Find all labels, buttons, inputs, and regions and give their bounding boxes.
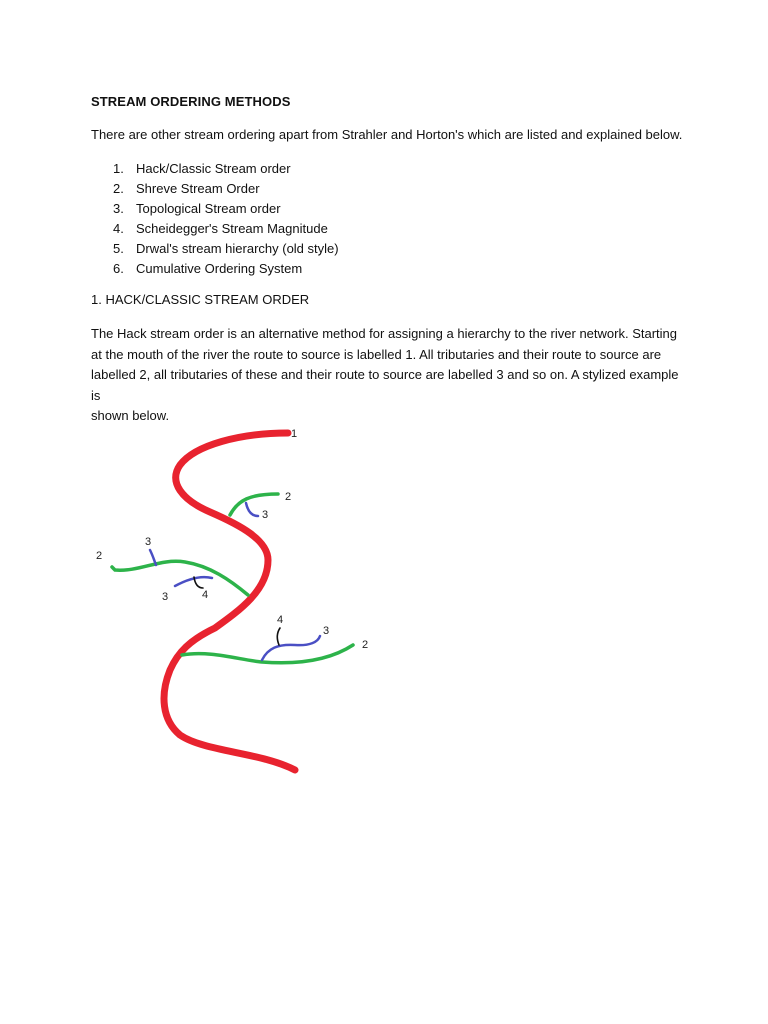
list-item-label: Scheidegger's Stream Magnitude <box>136 221 328 236</box>
label-main-order: 1 <box>291 428 298 440</box>
list-item-label: Shreve Stream Order <box>136 181 260 196</box>
paragraph-line: The Hack stream order is an alternative method for assigning a hierarchy to the river network. Starting <box>91 326 677 341</box>
left-subsubtributary-order-4 <box>194 577 203 588</box>
label-right-trib: 2 <box>362 639 369 651</box>
upper-subtributary-order-3 <box>246 503 258 516</box>
list-item-label: Cumulative Ordering System <box>136 261 303 276</box>
label-upper-trib: 2 <box>285 491 292 503</box>
section-heading: 1. HACK/CLASSIC STREAM ORDER <box>91 292 310 307</box>
main-river-order-1 <box>164 433 295 770</box>
list-item-number: 3. <box>113 201 124 216</box>
list-item-label: Topological Stream order <box>136 201 281 216</box>
label-right-sub: 3 <box>323 625 330 637</box>
list-item <box>113 179 339 199</box>
list-item <box>113 199 339 219</box>
list-item-number: 2. <box>113 181 124 196</box>
list-item-number: 6. <box>113 261 124 276</box>
right-subsubtributary-order-4 <box>277 628 280 645</box>
left-subtributary-order-3-a <box>150 550 156 565</box>
list-item <box>113 239 339 259</box>
paragraph-line: at the mouth of the river the route to source is labelled 1. All tributaries and their route to source are <box>91 346 662 362</box>
list-item-number: 5. <box>113 241 124 256</box>
list-item-label: Drwal's stream hierarchy (old style) <box>136 241 339 256</box>
list-item <box>113 219 339 239</box>
right-subtributary-order-3 <box>262 636 320 660</box>
paragraph-line: labelled 2, all tributaries of these and their route to source are labelled 3 and so on. A stylized example is <box>91 367 679 403</box>
section-paragraph <box>91 324 691 427</box>
methods-list <box>113 159 339 279</box>
document-heading: STREAM ORDERING METHODS <box>91 94 291 109</box>
label-left-sub-b: 3 <box>162 591 169 603</box>
label-upper-sub: 3 <box>262 509 269 521</box>
list-item-number: 1. <box>113 161 124 176</box>
list-item <box>113 159 339 179</box>
right-tributary-order-2 <box>182 645 353 663</box>
left-subtributary-order-3-b <box>175 577 212 586</box>
list-item-label: Hack/Classic Stream order <box>136 161 291 176</box>
label-right-subsub: 4 <box>277 614 284 626</box>
label-left-subsub: 4 <box>202 589 209 601</box>
left-tributary-order-2 <box>112 561 248 595</box>
intro-paragraph: There are other stream ordering apart from Strahler and Horton's which are listed and explained below. <box>91 127 683 142</box>
label-left-sub-a: 3 <box>145 536 152 548</box>
list-item-number: 4. <box>113 221 124 236</box>
upper-tributary-order-2 <box>230 494 278 515</box>
label-left-trib: 2 <box>96 550 103 562</box>
paragraph-line: shown below. <box>91 408 170 423</box>
list-item <box>113 259 339 279</box>
